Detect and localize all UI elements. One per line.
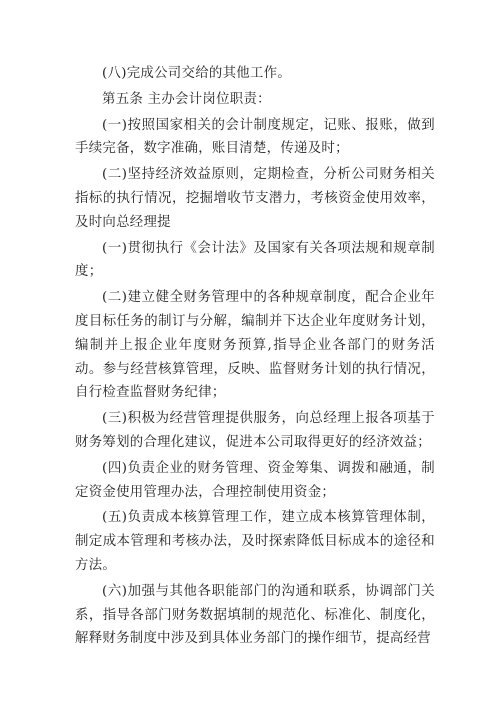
paragraph-duty-4: (四)负责企业的财务管理、资金筹集、调拨和融通，制定资金使用管理办法，合理控制使用资金； bbox=[75, 460, 435, 500]
paragraph-duty-1-second-list: (一)贯彻执行《会计法》及国家有关各项法规和规章制度； bbox=[75, 240, 435, 280]
paragraph-duty-2: (二)坚持经济效益原则，定期检查，分析公司财务相关指标的执行情况，挖掘增收节支潜力，考核资金使用效率，及时向总经理提 bbox=[75, 167, 435, 230]
paragraph-duty-6: (六)加强与其他各职能部门的沟通和联系，协调部门关系，指导各部门财务数据填制的规范化、标准化、制度化，解释财务制度中涉及到具体业务部门的操作细节，提高经营 bbox=[75, 583, 435, 647]
paragraph-duty-5: (五)负责成本核算管理工作，建立成本核算管理体制，制定成本管理和考核办法，及时探索降低目标成本的途径和方法。 bbox=[75, 510, 435, 573]
paragraph-duty-2-second-list: (二)建立健全财务管理中的各种规章制度，配合企业年度目标任务的制订与分解，编制并下达企业年度财务计划，编制并上报企业年度财务预算,指导企业各部门的财务活动。参与经营核算管理，反映、监督财务计划的执行情况，自行检查监督财务纪律； bbox=[75, 290, 435, 401]
paragraph-item-8: (八)完成公司交给的其他工作。 bbox=[102, 66, 292, 81]
paragraph-duty-1: (一)按照国家相关的会计制度规定，记账、报账，做到手续完备，数字准确，账目清楚，传递及时； bbox=[75, 117, 435, 157]
document-body bbox=[75, 62, 435, 651]
article-5-heading: 第五条 主办会计岗位职责： bbox=[102, 91, 271, 107]
paragraph-duty-3: (三)积极为经营管理提供服务，向总经理上报各项基于财务筹划的合理化建议，促进本公司取得更好的经济效益； bbox=[75, 411, 435, 450]
